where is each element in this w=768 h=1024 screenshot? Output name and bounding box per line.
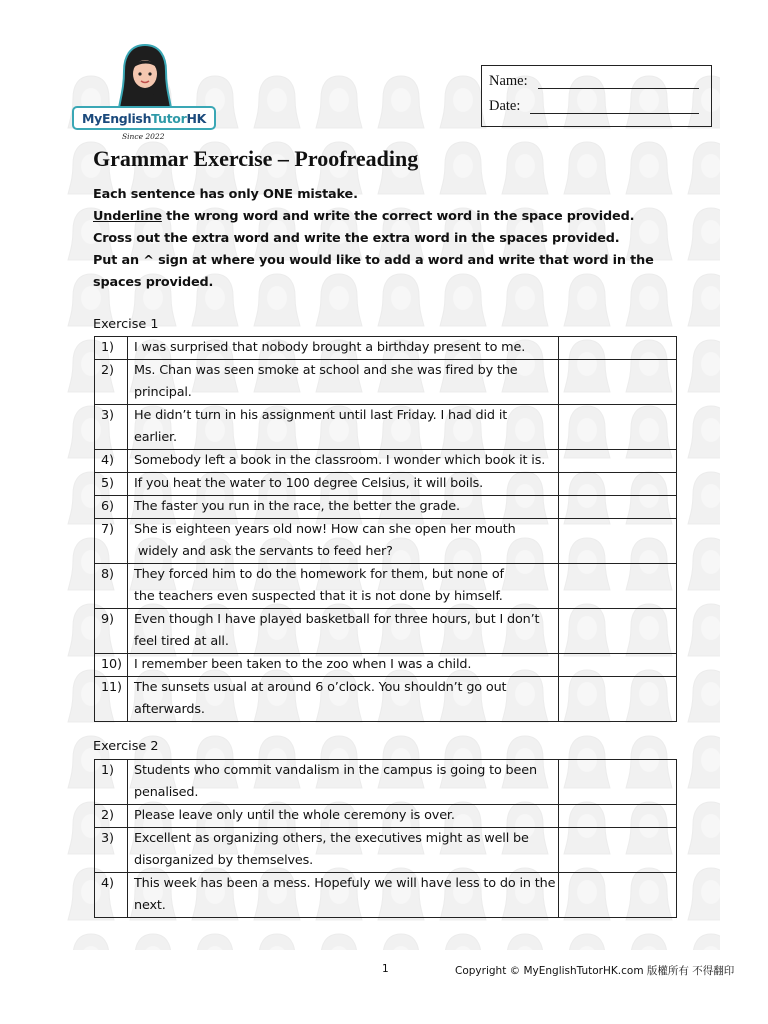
table-row: [95, 450, 677, 473]
sentence-line-1: Somebody left a book in the classroom. I wonder which book it is.: [134, 453, 546, 468]
item-sentence: [128, 677, 559, 722]
name-date-box: [481, 65, 712, 127]
sentence-line-1: Students who commit vandalism in the campus is going to been: [134, 763, 537, 778]
sentence-line-1: The faster you run in the race, the better the grade.: [134, 499, 460, 514]
exercise-2-table: [94, 759, 677, 918]
sentence-line-1: I remember been taken to the zoo when I was a child.: [134, 657, 472, 672]
brand-part-1: MyEnglish: [81, 110, 152, 126]
item-sentence: [128, 360, 559, 405]
answer-cell[interactable]: [559, 450, 677, 473]
item-number: 3): [95, 405, 128, 450]
name-field[interactable]: [538, 88, 699, 89]
item-sentence: [128, 450, 559, 473]
item-number: 9): [95, 609, 128, 654]
instruction-line-4: Put an ^ sign at where you would like to add a word and write that word in the spaces provided.: [93, 253, 654, 290]
answer-cell[interactable]: [559, 805, 677, 828]
answer-cell[interactable]: [559, 564, 677, 609]
table-row: [95, 677, 677, 722]
table-row: [95, 654, 677, 677]
answer-cell[interactable]: [559, 760, 677, 805]
sentence-line-1: If you heat the water to 100 degree Celsius, it will boils.: [134, 476, 484, 491]
brand-part-2: Tutor: [151, 110, 187, 126]
item-number: 4): [95, 450, 128, 473]
table-row: [95, 873, 677, 918]
item-number: 11): [95, 677, 128, 722]
item-number: 2): [95, 805, 128, 828]
sentence-line-1: He didn’t turn in his assignment until last Friday. I had did it: [134, 408, 508, 423]
sentence-line-1: They forced him to do the homework for them, but none of: [134, 567, 504, 582]
answer-cell[interactable]: [559, 360, 677, 405]
item-sentence: [128, 519, 559, 564]
item-number: 6): [95, 496, 128, 519]
sentence-line-1: She is eighteen years old now! How can she open her mouth: [134, 522, 516, 537]
sentence-line-1: Ms. Chan was seen smoke at school and she was fired by the: [134, 363, 518, 378]
table-row: [95, 405, 677, 450]
item-number: 5): [95, 473, 128, 496]
item-number: 1): [95, 337, 128, 360]
sentence-line-2: afterwards.: [134, 702, 205, 717]
item-sentence: [128, 873, 559, 918]
table-row: [95, 473, 677, 496]
sentence-line-2: disorganized by themselves.: [134, 853, 314, 868]
answer-cell[interactable]: [559, 337, 677, 360]
item-sentence: [128, 337, 559, 360]
item-sentence: [128, 564, 559, 609]
sentence-line-2: widely and ask the servants to feed her?: [134, 544, 393, 559]
sentence-line-1: Excellent as organizing others, the executives might as well be: [134, 831, 529, 846]
item-sentence: [128, 405, 559, 450]
sentence-line-2: penalised.: [134, 785, 199, 800]
sentence-line-1: Please leave only until the whole ceremony is over.: [134, 808, 455, 823]
answer-cell[interactable]: [559, 609, 677, 654]
instruction-line-3: Cross out the extra word and write the extra word in the spaces provided.: [93, 231, 620, 246]
item-number: 3): [95, 828, 128, 873]
item-sentence: [128, 805, 559, 828]
sentence-line-1: Even though I have played basketball for three hours, but I don’t: [134, 612, 540, 627]
instructions: [93, 184, 663, 294]
table-row: [95, 496, 677, 519]
table-row: [95, 828, 677, 873]
brand-part-3: HK: [186, 110, 207, 126]
table-row: [95, 519, 677, 564]
sentence-line-2: the teachers even suspected that it is not done by himself.: [134, 589, 503, 604]
answer-cell[interactable]: [559, 496, 677, 519]
copyright-notice: Copyright © MyEnglishTutorHK.com 版權所有 不得翻印: [455, 965, 735, 977]
table-row: [95, 760, 677, 805]
answer-cell[interactable]: [559, 873, 677, 918]
brand-logo: [72, 42, 222, 146]
sentence-line-1: This week has been a mess. Hopefuly we will have less to do in the: [134, 876, 556, 891]
table-row: [95, 337, 677, 360]
instruction-line-1: Each sentence has only ONE mistake.: [93, 187, 358, 202]
item-number: 8): [95, 564, 128, 609]
table-row: [95, 609, 677, 654]
answer-cell[interactable]: [559, 473, 677, 496]
item-number: 1): [95, 760, 128, 805]
tutor-avatar-icon: [114, 42, 176, 108]
item-number: 2): [95, 360, 128, 405]
table-row: [95, 805, 677, 828]
item-sentence: [128, 473, 559, 496]
item-sentence: [128, 760, 559, 805]
item-sentence: [128, 654, 559, 677]
sentence-line-1: I was surprised that nobody brought a birthday present to me.: [134, 340, 526, 355]
answer-cell[interactable]: [559, 828, 677, 873]
sentence-line-2: earlier.: [134, 430, 177, 445]
page-number: 1: [382, 963, 389, 975]
exercise-1-table: [94, 336, 677, 722]
item-number: 4): [95, 873, 128, 918]
sentence-line-2: principal.: [134, 385, 192, 400]
item-number: 7): [95, 519, 128, 564]
answer-cell[interactable]: [559, 519, 677, 564]
date-field[interactable]: [530, 113, 699, 114]
sentence-line-2: next.: [134, 898, 166, 913]
instruction-line-2: [93, 206, 663, 228]
instruction-line-2-rest: the wrong word and write the correct word in the space provided.: [161, 209, 635, 224]
sentence-line-1: The sunsets usual at around 6 o’clock. You shouldn’t go out: [134, 680, 507, 695]
exercise-2-label: Exercise 2: [93, 739, 159, 754]
item-sentence: [128, 496, 559, 519]
brand-wordmark: [72, 106, 216, 130]
item-sentence: [128, 609, 559, 654]
instruction-underline-word: Underline: [93, 209, 162, 224]
exercise-1-label: Exercise 1: [93, 317, 159, 332]
answer-cell[interactable]: [559, 677, 677, 722]
item-number: 10): [95, 654, 128, 677]
sentence-line-2: feel tired at all.: [134, 634, 229, 649]
date-label: Date:: [489, 98, 521, 114]
answer-cell[interactable]: [559, 654, 677, 677]
table-row: [95, 360, 677, 405]
answer-cell[interactable]: [559, 405, 677, 450]
item-sentence: [128, 828, 559, 873]
brand-since: Since 2022: [122, 132, 165, 141]
table-row: [95, 564, 677, 609]
name-label: Name:: [489, 73, 528, 89]
page-title: Grammar Exercise – Proofreading: [93, 146, 419, 171]
